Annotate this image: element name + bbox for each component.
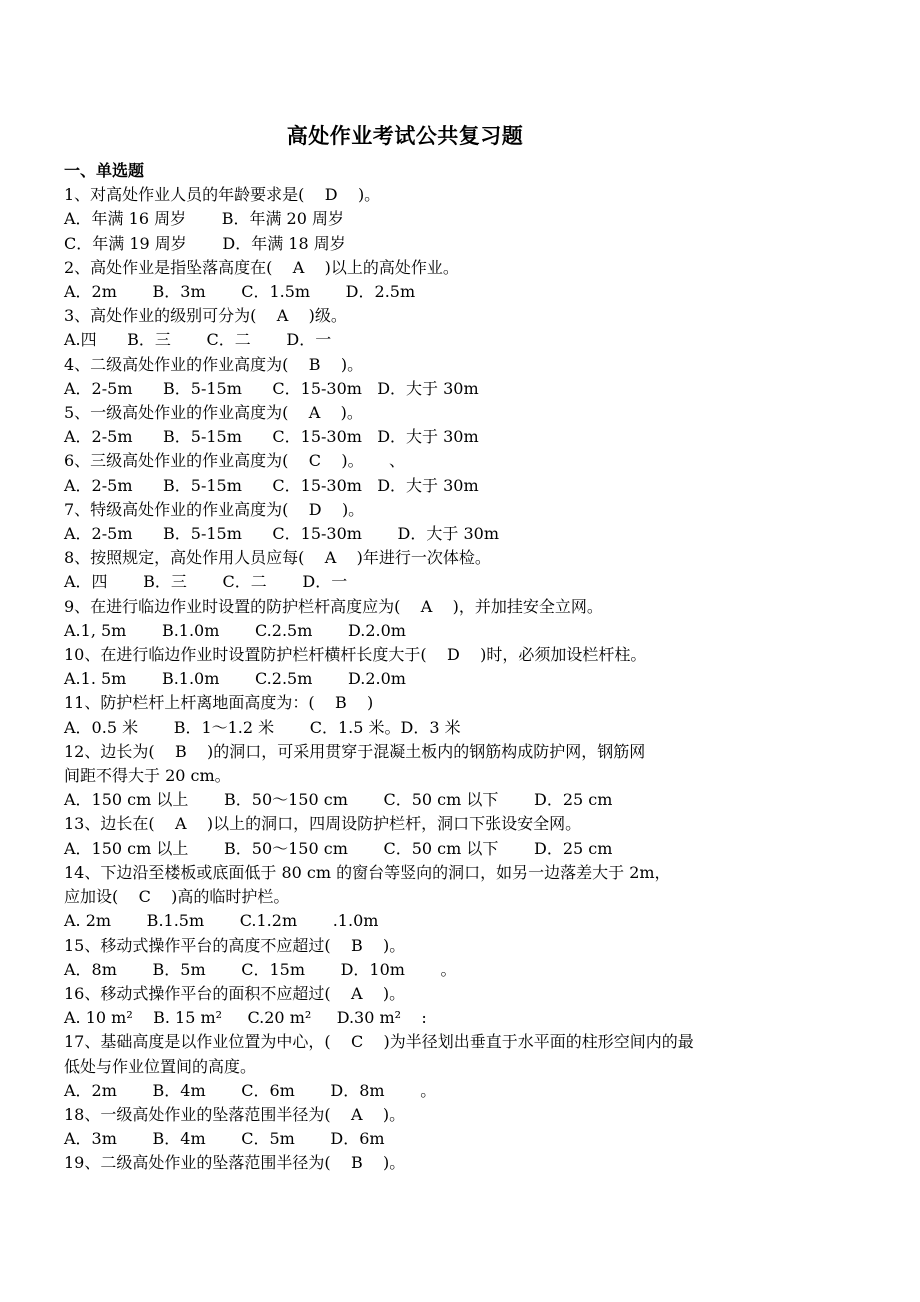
- text-line: A. 10 m² B. 15 m² C.20 m² D.30 m² :: [64, 1008, 427, 1028]
- section-heading: 一、单选题: [64, 161, 145, 180]
- text-line: 17、基础高度是以作业位置为中心，( C )为半径划出垂直于水平面的柱形空间内的最: [64, 1032, 694, 1052]
- text-line: A．2-5m B．5-15m C．15-30m D．大于 30m: [64, 475, 479, 495]
- text-line: 14、下边沿至楼板或底面低于 80 cm 的窗台等竖向的洞口，如另一边落差大于 2m，: [64, 862, 671, 882]
- text-line: A．0.5 米 B．1～1.2 米 C．1.5 米。D．3 米: [64, 717, 461, 737]
- text-line: 10、在进行临边作业时设置防护栏杆横杆长度大于( D )时，必须加设栏杆柱。: [64, 645, 647, 665]
- text-line: 16、移动式操作平台的面积不应超过( A )。: [64, 983, 406, 1003]
- text-line: A．150 cm 以上 B．50～150 cm C．50 cm 以下 D．25 cm: [64, 790, 613, 810]
- text-line: A．2m B．3m C．1.5m D．2.5m: [64, 282, 416, 302]
- text-line: A．2-5m B．5-15m C．15-30m D．大于 30m: [64, 427, 479, 447]
- text-line: 19、二级高处作业的坠落范围半径为( B )。: [64, 1153, 406, 1173]
- text-line: 4、二级高处作业的作业高度为( B )。: [64, 354, 364, 374]
- text-line: 18、一级高处作业的坠落范围半径为( A )。: [64, 1104, 406, 1124]
- text-line: A．2-5m B．5-15m C．15-30m D．大于 30m: [64, 524, 499, 544]
- text-line: 15、移动式操作平台的高度不应超过( B )。: [64, 935, 406, 955]
- text-line: 1、对高处作业人员的年龄要求是( D )。: [64, 185, 381, 205]
- text-line: A．2m B．4m C．6m D．8m 。: [64, 1080, 437, 1100]
- text-line: A.1. 5m B.1.0m C.2.5m D.2.0m: [64, 669, 406, 689]
- page-title: 高处作业考试公共复习题: [286, 123, 524, 148]
- text-line: 3、高处作业的级别可分为( A )级。: [64, 306, 347, 326]
- text-line: 7、特级高处作业的作业高度为( D )。: [64, 499, 365, 519]
- text-line: A. 2m B.1.5m C.1.2m .1.0m: [64, 911, 379, 931]
- text-line: 应加设( C )高的临时护栏。: [64, 887, 290, 907]
- text-line: 2、高处作业是指坠落高度在( A )以上的高处作业。: [64, 257, 459, 277]
- text-line: 13、边长在( A )以上的洞口，四周设防护栏杆，洞口下张设安全网。: [64, 814, 582, 834]
- text-line: 低处与作业位置间的高度。: [64, 1056, 257, 1076]
- text-line: 11、防护栏杆上杆离地面高度为：( B ): [64, 693, 374, 713]
- text-line: 12、边长为( B )的洞口，可采用贯穿于混凝土板内的钢筋构成防护网，钢筋网: [64, 741, 646, 761]
- text-line: 间距不得大于 20 cm。: [64, 766, 231, 786]
- text-line: A.四 B．三 C．二 D．一: [64, 330, 332, 350]
- text-line: C．年满 19 周岁 D．年满 18 周岁: [64, 233, 346, 253]
- text-line: 5、一级高处作业的作业高度为( A )。: [64, 403, 363, 423]
- text-line: A．四 B．三 C．二 D．一: [64, 572, 348, 592]
- text-line: A．3m B．4m C．5m D．6m: [64, 1129, 385, 1149]
- text-line: 8、按照规定，高处作用人员应每( A )年进行一次体检。: [64, 548, 491, 568]
- text-line: A．8m B．5m C．15m D．10m 。: [64, 959, 457, 979]
- question-list: [64, 159, 844, 1176]
- text-line: 6、三级高处作业的作业高度为( C )。 、: [64, 451, 406, 471]
- text-line: 9、在进行临边作业时设置的防护栏杆高度应为( A )，并加挂安全立网。: [64, 596, 603, 616]
- text-line: A．150 cm 以上 B．50～150 cm C．50 cm 以下 D．25 cm: [64, 838, 613, 858]
- text-line: A．年满 16 周岁 B．年满 20 周岁: [64, 209, 344, 229]
- text-line: A.1, 5m B.1.0m C.2.5m D.2.0m: [64, 620, 406, 640]
- text-line: A．2-5m B．5-15m C．15-30m D．大于 30m: [64, 378, 479, 398]
